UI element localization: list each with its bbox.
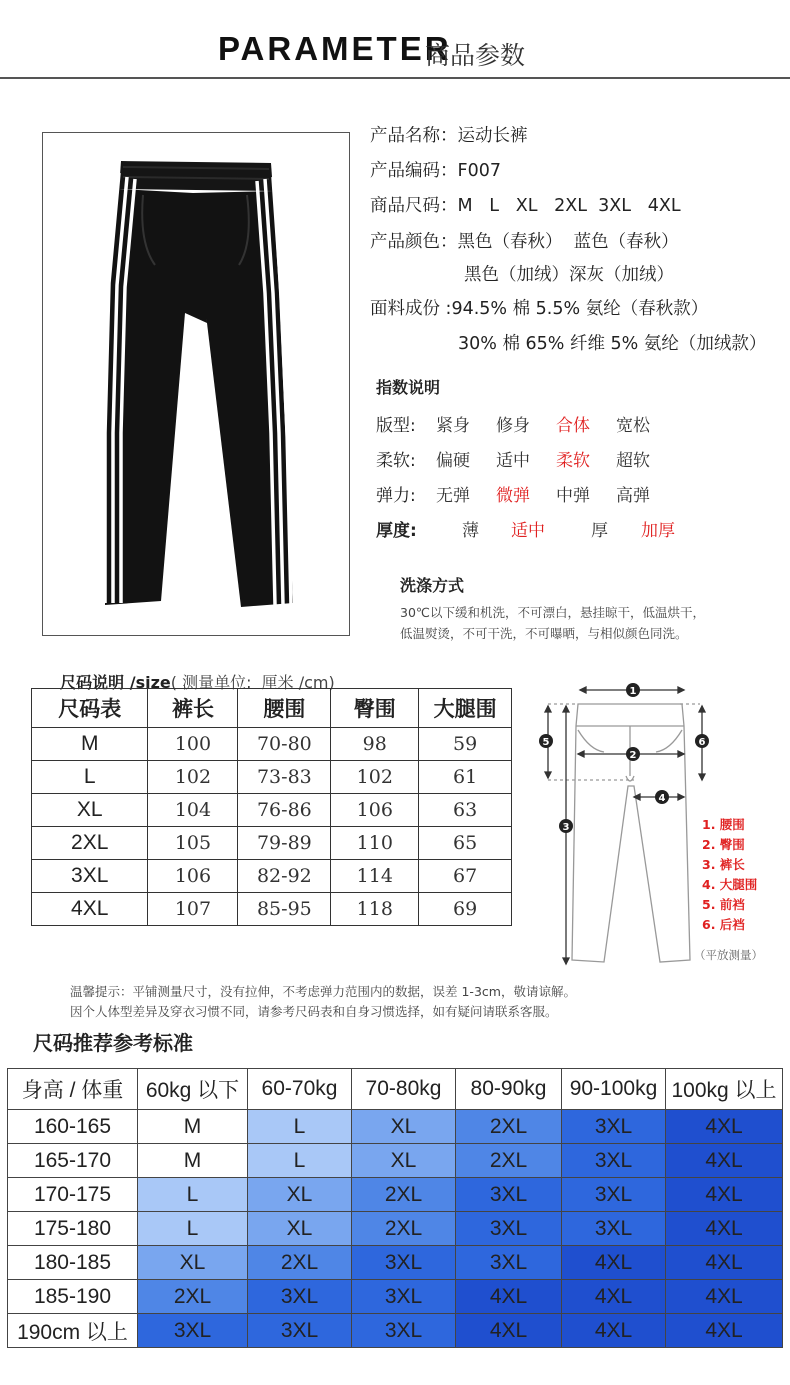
table-row <box>8 1280 783 1314</box>
index-option: 无弹 <box>436 486 470 506</box>
table-cell: 110 <box>331 827 419 860</box>
table-row <box>32 761 512 794</box>
marker-3-label: 3 <box>562 822 570 833</box>
size-cell: 4XL <box>666 1246 783 1280</box>
table-row <box>8 1144 783 1178</box>
tips-line-2: 因个人体型差异及穿衣习惯不同，请参考尺码表和自身习惯选择，如有疑问请联系客服。 <box>70 1004 558 1019</box>
table-row <box>32 860 512 893</box>
index-option: 中弹 <box>556 486 590 506</box>
weight-header: 60kg 以下 <box>138 1069 248 1110</box>
size-cell: 3XL <box>562 1110 666 1144</box>
param-name: 产品名称：运动长裤 <box>370 126 528 146</box>
height-cell: 185-190 <box>8 1280 138 1314</box>
size-table <box>31 688 512 926</box>
size-cell: 4XL <box>666 1314 783 1348</box>
index-option-selected: 微弹 <box>496 486 530 506</box>
table-row <box>32 794 512 827</box>
washing-title: 洗涤方式 <box>400 576 465 595</box>
table-header: 大腿围 <box>419 689 512 728</box>
legend-item: 5. 前裆 <box>702 897 745 912</box>
legend-item: 6. 后裆 <box>702 917 745 932</box>
table-cell: M <box>32 728 148 761</box>
size-cell: L <box>138 1178 248 1212</box>
table-cell: 69 <box>419 893 512 926</box>
table-cell: 59 <box>419 728 512 761</box>
size-cell: 3XL <box>248 1280 352 1314</box>
index-label: 柔软: <box>376 451 416 471</box>
size-cell: 3XL <box>456 1246 562 1280</box>
size-cell: 2XL <box>352 1212 456 1246</box>
table-header: 尺码表 <box>32 689 148 728</box>
index-label: 厚度: <box>376 521 417 541</box>
table-cell: 107 <box>148 893 238 926</box>
param-code: 产品编码：F007 <box>370 161 501 181</box>
size-cell: XL <box>352 1110 456 1144</box>
header-subtitle: 商品参数 <box>425 41 526 70</box>
height-cell: 160-165 <box>8 1110 138 1144</box>
size-cell: 2XL <box>456 1110 562 1144</box>
weight-header: 70-80kg <box>352 1069 456 1110</box>
table-cell: 102 <box>148 761 238 794</box>
table-cell: 70-80 <box>238 728 331 761</box>
height-cell: 180-185 <box>8 1246 138 1280</box>
index-option: 厚 <box>591 521 608 541</box>
table-cell: 2XL <box>32 827 148 860</box>
index-label: 版型: <box>376 416 416 436</box>
table-cell: 100 <box>148 728 238 761</box>
table-row <box>32 728 512 761</box>
size-cell: L <box>248 1144 352 1178</box>
legend-item: 1. 腰围 <box>702 817 745 832</box>
table-cell: 76-86 <box>238 794 331 827</box>
legend-item: 3. 裤长 <box>702 857 745 872</box>
table-cell: 4XL <box>32 893 148 926</box>
table-row <box>8 1110 783 1144</box>
height-cell: 170-175 <box>8 1178 138 1212</box>
marker-5-label: 5 <box>542 737 550 748</box>
table-cell: 98 <box>331 728 419 761</box>
size-cell: 4XL <box>666 1144 783 1178</box>
size-cell: 3XL <box>562 1212 666 1246</box>
measurement-diagram <box>530 680 710 970</box>
index-option-selected: 柔软 <box>556 451 590 471</box>
size-cell: 3XL <box>248 1314 352 1348</box>
index-option: 超软 <box>616 451 650 471</box>
legend-item: 2. 臀围 <box>702 837 745 852</box>
marker-6-label: 6 <box>698 737 706 748</box>
table-row <box>8 1246 783 1280</box>
table-cell: 114 <box>331 860 419 893</box>
table-cell: 106 <box>148 860 238 893</box>
tips-line-1: 温馨提示：平铺测量尺寸，没有拉伸，不考虑弹力范围内的数据，误差 1-3cm，敬请谅解。 <box>70 984 576 999</box>
height-cell: 190cm 以上 <box>8 1314 138 1348</box>
table-cell: 118 <box>331 893 419 926</box>
table-row <box>8 1212 783 1246</box>
table-cell: 3XL <box>32 860 148 893</box>
size-cell: 4XL <box>562 1280 666 1314</box>
washing-line-2: 低温熨烫，不可干洗，不可曝晒，与相似颜色同洗。 <box>400 626 688 641</box>
table-row <box>8 1314 783 1348</box>
product-image <box>42 132 350 636</box>
table-cell: 63 <box>419 794 512 827</box>
index-option-selected: 适中 <box>511 521 545 541</box>
recommend-header-row <box>8 1069 783 1110</box>
table-header: 裤长 <box>148 689 238 728</box>
size-note-label: 尺码说明 /size <box>60 673 171 692</box>
marker-1-label: 1 <box>629 686 637 697</box>
size-cell: 3XL <box>352 1280 456 1314</box>
index-option: 偏硬 <box>436 451 470 471</box>
table-cell: 61 <box>419 761 512 794</box>
flat-measure-note: （平放测量） <box>694 948 763 962</box>
washing-line-1: 30℃以下缓和机洗，不可漂白，悬挂晾干，低温烘干， <box>400 605 705 620</box>
size-cell: L <box>138 1212 248 1246</box>
size-cell: 4XL <box>562 1246 666 1280</box>
table-header-row <box>32 689 512 728</box>
marker-4-label: 4 <box>658 793 666 804</box>
header-title: PARAMETER <box>218 30 452 67</box>
index-option: 宽松 <box>616 416 650 436</box>
recommend-corner: 身高 / 体重 <box>8 1069 138 1110</box>
index-title: 指数说明 <box>376 378 441 397</box>
size-cell: 4XL <box>666 1212 783 1246</box>
table-cell: 105 <box>148 827 238 860</box>
table-cell: XL <box>32 794 148 827</box>
size-cell: M <box>138 1144 248 1178</box>
size-cell: 4XL <box>456 1314 562 1348</box>
param-fabric-1: 面料成份 :94.5% 棉 5.5% 氨纶（春秋款） <box>370 299 709 319</box>
recommend-table <box>7 1068 783 1348</box>
weight-header: 90-100kg <box>562 1069 666 1110</box>
size-cell: 3XL <box>352 1246 456 1280</box>
table-cell: 65 <box>419 827 512 860</box>
size-cell: 3XL <box>352 1314 456 1348</box>
size-note-unit: ( 测量单位: 厘米 /cm) <box>170 673 335 692</box>
size-cell: XL <box>248 1212 352 1246</box>
size-cell: 3XL <box>138 1314 248 1348</box>
table-header: 腰围 <box>238 689 331 728</box>
header-divider <box>0 77 790 79</box>
size-cell: 3XL <box>456 1212 562 1246</box>
table-cell: 67 <box>419 860 512 893</box>
size-cell: 3XL <box>562 1144 666 1178</box>
index-option: 适中 <box>496 451 530 471</box>
table-cell: 85-95 <box>238 893 331 926</box>
table-row <box>8 1178 783 1212</box>
table-cell: 82-92 <box>238 860 331 893</box>
size-cell: 4XL <box>666 1280 783 1314</box>
size-cell: 4XL <box>456 1280 562 1314</box>
param-colors-2: 黑色（加绒）深灰（加绒） <box>464 265 674 285</box>
table-cell: 106 <box>331 794 419 827</box>
table-row <box>32 827 512 860</box>
table-row <box>32 893 512 926</box>
table-cell: L <box>32 761 148 794</box>
table-cell: 73-83 <box>238 761 331 794</box>
index-option-selected: 加厚 <box>641 521 675 541</box>
legend-item: 4. 大腿围 <box>702 877 758 892</box>
param-fabric-2: 30% 棉 65% 纤维 5% 氨纶（加绒款） <box>458 334 767 354</box>
size-cell: 2XL <box>138 1280 248 1314</box>
pants-illustration <box>43 133 349 635</box>
index-option: 紧身 <box>436 416 470 436</box>
size-cell: 4XL <box>666 1178 783 1212</box>
size-cell: L <box>248 1110 352 1144</box>
size-cell: M <box>138 1110 248 1144</box>
size-cell: 4XL <box>666 1110 783 1144</box>
index-label: 弹力: <box>376 486 416 506</box>
table-header: 臀围 <box>331 689 419 728</box>
height-cell: 175-180 <box>8 1212 138 1246</box>
index-option: 薄 <box>462 521 479 541</box>
size-cell: 2XL <box>456 1144 562 1178</box>
size-cell: 3XL <box>456 1178 562 1212</box>
size-cell: 4XL <box>562 1314 666 1348</box>
size-cell: XL <box>352 1144 456 1178</box>
recommend-title: 尺码推荐参考标准 <box>33 1031 193 1055</box>
size-cell: XL <box>248 1178 352 1212</box>
weight-header: 60-70kg <box>248 1069 352 1110</box>
index-option-selected: 合体 <box>556 416 590 436</box>
size-note <box>50 651 335 693</box>
index-option: 高弹 <box>616 486 650 506</box>
size-cell: 3XL <box>562 1178 666 1212</box>
marker-2-label: 2 <box>629 750 637 761</box>
param-sizes: 商品尺码：M L XL 2XL 3XL 4XL <box>370 196 681 216</box>
weight-header: 80-90kg <box>456 1069 562 1110</box>
table-cell: 102 <box>331 761 419 794</box>
table-cell: 79-89 <box>238 827 331 860</box>
weight-header: 100kg 以上 <box>666 1069 783 1110</box>
size-cell: XL <box>138 1246 248 1280</box>
param-colors-1: 产品颜色：黑色（春秋） 蓝色（春秋） <box>370 232 679 252</box>
table-cell: 104 <box>148 794 238 827</box>
size-cell: 2XL <box>248 1246 352 1280</box>
height-cell: 165-170 <box>8 1144 138 1178</box>
index-option: 修身 <box>496 416 530 436</box>
page-header <box>0 30 790 80</box>
size-cell: 2XL <box>352 1178 456 1212</box>
